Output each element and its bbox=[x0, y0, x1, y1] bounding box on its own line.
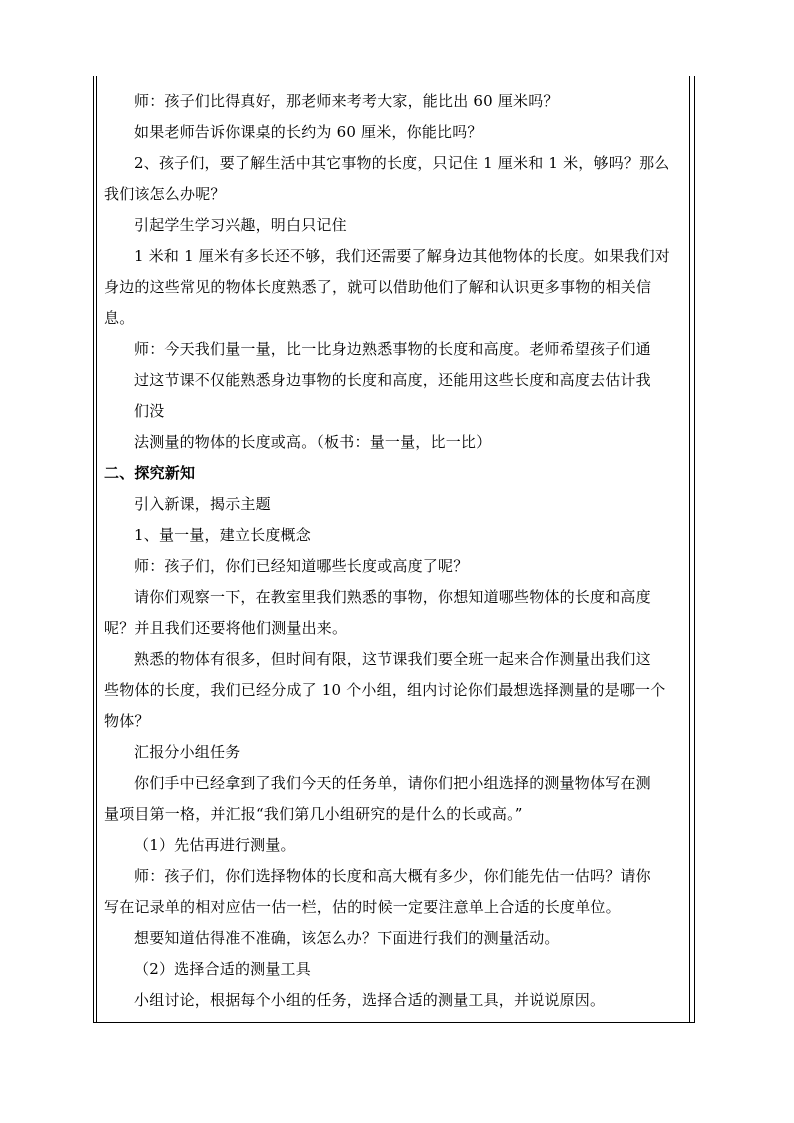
text-line: （2）选择合适的测量工具 bbox=[134, 960, 311, 978]
section-heading: 二、探究新知 bbox=[104, 464, 196, 482]
table-inner-border-right bbox=[689, 76, 690, 1022]
text-line: （1）先估再进行测量。 bbox=[134, 836, 296, 854]
text-line: 1、量一量，建立长度概念 bbox=[134, 526, 311, 544]
text-line: 师：孩子们，你们已经知道哪些长度或高度了呢？ bbox=[134, 557, 469, 575]
text-line: 量项目第一格，并汇报“我们第几小组研究的是什么的长或高。” bbox=[104, 805, 523, 823]
text-line: 想要知道估得准不准确，该怎么办？下面进行我们的测量活动。 bbox=[134, 929, 560, 947]
text-line: 我们该怎么办呢？ bbox=[104, 185, 226, 203]
text-line: 师：孩子们，你们选择物体的长度和高大概有多少，你们能先估一估吗？请你 bbox=[134, 867, 651, 885]
table-inner-border-left bbox=[96, 76, 97, 1022]
text-line: 物体？ bbox=[104, 712, 150, 730]
text-line: 请你们观察一下，在教室里我们熟悉的事物，你想知道哪些物体的长度和高度 bbox=[134, 588, 651, 606]
text-line: 如果老师告诉你课桌的长约为 60 厘米，你能比吗？ bbox=[134, 123, 483, 141]
text-line: 师：今天我们量一量，比一比身边熟悉事物的长度和高度。老师希望孩子们通 bbox=[134, 340, 651, 358]
text-line: 息。 bbox=[104, 309, 135, 327]
text-line: 身边的这些常见的物体长度熟悉了，就可以借助他们了解和认识更多事物的相关信 bbox=[104, 278, 652, 296]
text-line: 你们手中已经拿到了我们今天的任务单，请你们把小组选择的测量物体写在测 bbox=[134, 774, 651, 792]
text-line: 师：孩子们比得真好，那老师来考考大家，能比出 60 厘米吗？ bbox=[134, 92, 559, 110]
text-line: 们没 bbox=[134, 402, 165, 420]
text-line: 小组讨论，根据每个小组的任务，选择合适的测量工具，并说说原因。 bbox=[134, 991, 606, 1009]
text-line: 引起学生学习兴趣，明白只记住 bbox=[134, 216, 347, 234]
text-line: 法测量的物体的长度或高。（板书：量一量，比一比） bbox=[134, 433, 492, 451]
text-line: 汇报分小组任务 bbox=[134, 743, 241, 761]
text-line: 2、孩子们，要了解生活中其它事物的长度，只记住 1 厘米和 1 米，够吗？那么 bbox=[134, 154, 670, 172]
text-line: 引入新课，揭示主题 bbox=[134, 495, 271, 513]
text-line: 写在记录单的相对应估一估一栏，估的时候一定要注意单上合适的长度单位。 bbox=[104, 898, 621, 916]
text-line: 熟悉的物体有很多，但时间有限，这节课我们要全班一起来合作测量出我们这 bbox=[134, 650, 651, 668]
lesson-content bbox=[104, 86, 682, 1016]
text-line: 1 米和 1 厘米有多长还不够，我们还需要了解身边其他物体的长度。如果我们对 bbox=[134, 247, 670, 265]
text-line: 过这节课不仅能熟悉身边事物的长度和高度，还能用这些长度和高度去估计我 bbox=[134, 371, 651, 389]
text-line: 呢？并且我们还要将他们测量出来。 bbox=[104, 619, 348, 637]
text-line: 些物体的长度，我们已经分成了 10 个小组，组内讨论你们最想选择测量的是哪一个 bbox=[104, 681, 666, 699]
